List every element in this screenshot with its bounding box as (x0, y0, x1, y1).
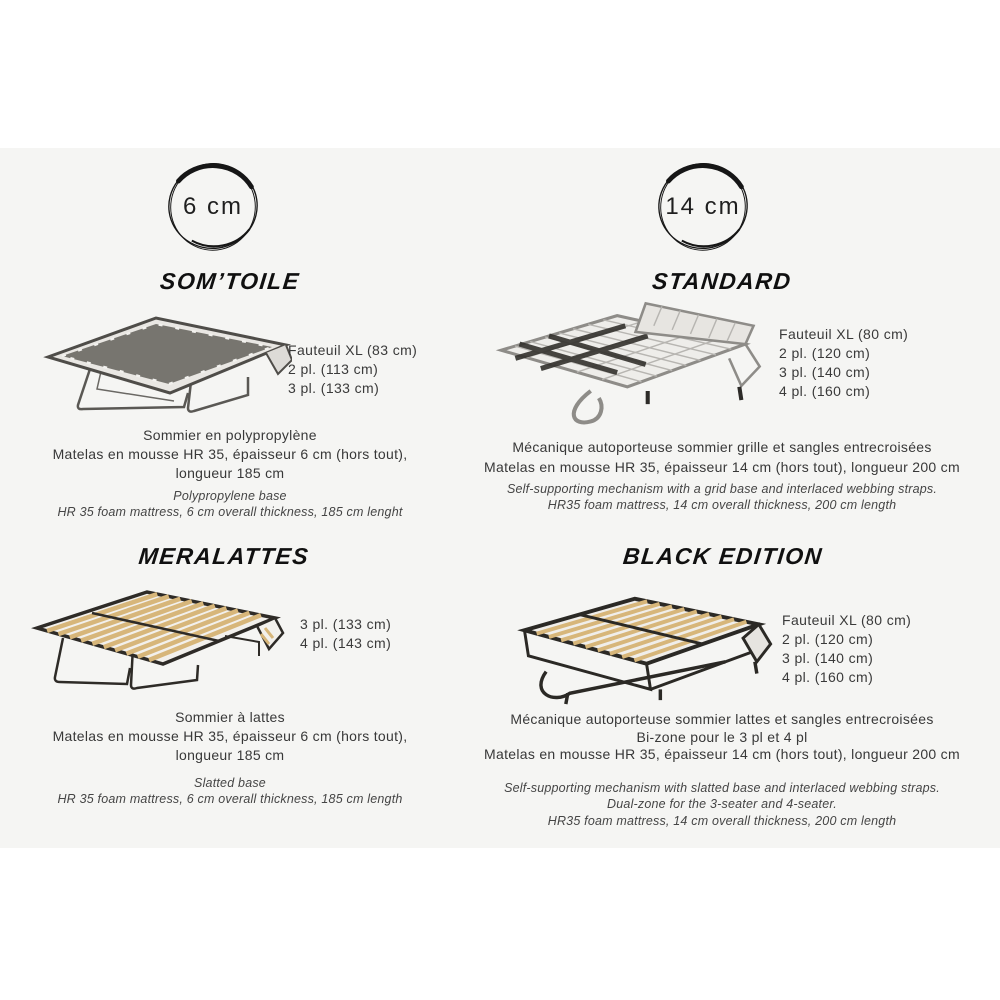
description-line-en: HR 35 foam mattress, 6 cm overall thickness, 185 cm length (57, 791, 403, 806)
somtoile-description-fr (0, 426, 460, 483)
size-line: 4 pl. (160 cm) (782, 669, 874, 685)
meralattes-description-en (0, 776, 460, 807)
black-edition-size-list (782, 611, 911, 687)
thickness-badge-6cm (163, 158, 263, 256)
black-edition-description-en (472, 780, 972, 829)
size-line: 3 pl. (133 cm) (300, 616, 392, 632)
size-line: Fauteuil XL (80 cm) (779, 326, 909, 342)
size-line: 2 pl. (113 cm) (288, 361, 379, 377)
standard-size-list (779, 325, 908, 401)
section-title-standard: STANDARD (651, 268, 794, 294)
description-line-fr: Matelas en mousse HR 35, épaisseur 6 cm (hors tout), (52, 446, 408, 462)
description-line-fr: longueur 185 cm (175, 465, 285, 481)
description-line-fr: Sommier à lattes (175, 709, 285, 725)
size-line: 3 pl. (133 cm) (288, 380, 380, 396)
size-line: Fauteuil XL (83 cm) (288, 342, 418, 358)
description-line-en: HR35 foam mattress, 14 cm overall thickness, 200 cm length (547, 497, 897, 512)
size-line: 3 pl. (140 cm) (779, 364, 871, 380)
thickness-value: 14 cm (665, 193, 741, 220)
standard-product-illustration (493, 297, 778, 435)
somtoile-description-en (0, 489, 460, 520)
thickness-value: 6 cm (182, 193, 243, 220)
standard-description-fr (472, 437, 972, 477)
description-line-fr: Mécanique autoporteuse sommier grille et sangles entrecroisées (512, 439, 932, 455)
meralattes-size-list (300, 615, 391, 653)
description-line-fr: Matelas en mousse HR 35, épaisseur 14 cm (hors tout), longueur 200 cm (484, 746, 960, 762)
black-edition-description-fr (472, 711, 972, 764)
description-line-fr: Bi-zone pour le 3 pl et 4 pl (636, 728, 808, 745)
size-line: 4 pl. (143 cm) (300, 635, 392, 651)
black-edition-product-illustration (508, 583, 793, 711)
size-line: 4 pl. (160 cm) (779, 383, 871, 399)
description-line-fr: Matelas en mousse HR 35, épaisseur 14 cm (hors tout), longueur 200 cm (484, 459, 960, 475)
standard-description-en (472, 482, 972, 513)
description-line-en: HR 35 foam mattress, 6 cm overall thickness, 185 cm lenght (57, 504, 403, 519)
description-line-fr: Sommier en polypropylène (143, 427, 317, 443)
thickness-badge-14cm (653, 158, 753, 256)
description-line-fr: Mécanique autoporteuse sommier lattes et sangles entrecroisées (510, 711, 934, 727)
meralattes-product-illustration (28, 578, 300, 703)
size-line: Fauteuil XL (80 cm) (782, 612, 912, 628)
somtoile-size-list (288, 341, 417, 398)
description-line-en: Polypropylene base (173, 489, 287, 503)
description-line-en: Dual-zone for the 3-seater and 4-seater. (607, 797, 837, 812)
size-line: 2 pl. (120 cm) (779, 345, 871, 361)
size-line: 2 pl. (120 cm) (782, 631, 874, 647)
description-line-en: Self-supporting mechanism with a grid base and interlaced webbing straps. (506, 482, 938, 496)
somtoile-product-illustration (42, 303, 292, 423)
description-line-fr: Matelas en mousse HR 35, épaisseur 6 cm (hors tout), (52, 728, 408, 744)
size-line: 3 pl. (140 cm) (782, 650, 874, 666)
section-title-black-edition: BLACK EDITION (621, 543, 825, 569)
section-title-somtoile: SOM’TOILE (158, 268, 302, 294)
description-line-en: Self-supporting mechanism with slatted base and interlaced webbing straps. (504, 781, 940, 795)
meralattes-description-fr (0, 708, 460, 765)
section-title-meralattes: MERALATTES (137, 543, 311, 569)
description-line-en: HR35 foam mattress, 14 cm overall thickness, 200 cm length (547, 813, 897, 828)
description-line-en: Slatted base (194, 776, 266, 790)
description-line-fr: longueur 185 cm (175, 747, 285, 763)
